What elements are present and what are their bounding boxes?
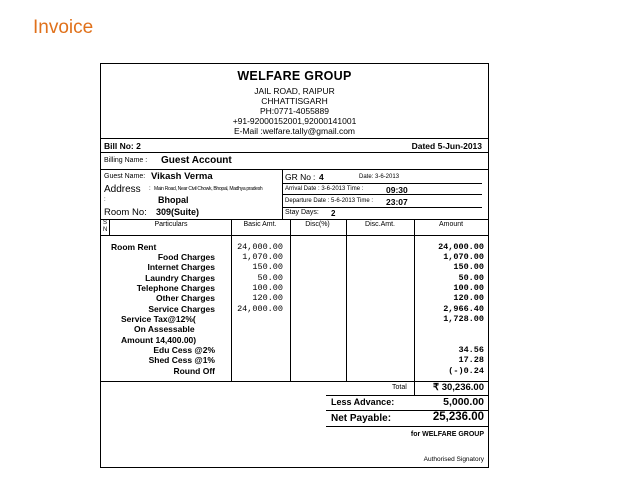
total-label: Total [392, 384, 407, 391]
divider [101, 169, 488, 170]
disc-pct-header: Disc(%) [305, 221, 330, 228]
mobile-line: +91-92000152001,92000141001 [232, 116, 357, 126]
departure-date: Departure Date : 5-6-2013 Time : [285, 198, 374, 204]
particulars-header: Particulars [154, 221, 188, 228]
column-divider [290, 219, 291, 381]
basic-amount: 50.00 [257, 273, 283, 283]
particular-item: Telephone Charges [136, 283, 215, 293]
address-line-2: CHHATTISGARH [261, 96, 328, 106]
address-city: Bhopal [158, 195, 189, 205]
basic-amount: 1,070.00 [242, 252, 283, 262]
net-payable-label: Net Payable: [331, 413, 392, 424]
line-amount: 120.00 [453, 293, 484, 303]
line-amount: 100.00 [453, 283, 484, 293]
basic-amount: 120.00 [252, 293, 283, 303]
line-amount: 17.28 [458, 355, 484, 365]
line-amount: 2,966.40 [443, 304, 484, 314]
arrival-date: Arrival Date : 3-6-2013 Time : [285, 186, 364, 192]
for-company: for WELFARE GROUP [410, 431, 484, 438]
basic-amount: 24,000.00 [237, 304, 283, 314]
column-divider [346, 219, 347, 381]
stay-days-value: 2 [331, 209, 336, 218]
basic-amt-header: Basic Amt. [243, 221, 277, 228]
disc-amt-header: Disc.Amt. [365, 221, 395, 228]
gr-date: Date: 3-6-2013 [359, 174, 400, 180]
address-label: Address [104, 184, 141, 195]
less-advance-label: Less Advance: [331, 397, 395, 407]
billing-name-label: Billing Name : [104, 157, 148, 164]
divider [326, 426, 488, 427]
stay-days-label: Stay Days: [285, 209, 319, 216]
divider [101, 235, 488, 236]
guest-name-label: Guest Name: [104, 173, 146, 180]
particular-item: Room Rent [111, 242, 157, 252]
less-advance-value: 5,000.00 [443, 396, 484, 408]
address-line-1: JAIL ROAD, RAIPUR [254, 86, 335, 96]
departure-time: 23:07 [386, 197, 408, 207]
divider [282, 207, 482, 208]
slide-title: Invoice [33, 17, 94, 38]
authorised-signatory: Authorised Signatory [423, 456, 484, 463]
column-divider [414, 219, 415, 396]
arrival-time: 09:30 [386, 185, 408, 195]
particular-item: Laundry Charges [145, 273, 215, 283]
particular-item: Amount 14,400.00) [121, 335, 197, 345]
room-label: Room No: [104, 207, 147, 218]
invoice-document [100, 63, 489, 468]
room-value: 309(Suite) [156, 207, 200, 217]
divider [282, 183, 482, 184]
bill-date: Dated 5-Jun-2013 [411, 141, 482, 151]
phone-line: PH:0771-4055889 [259, 106, 329, 116]
particular-item: On Assessable [134, 324, 195, 334]
divider [101, 152, 488, 153]
particular-item: Food Charges [157, 252, 215, 262]
amount-header: Amount [438, 221, 464, 228]
column-divider [109, 219, 110, 235]
line-amount: (-)0.24 [448, 366, 484, 376]
divider [282, 194, 482, 195]
line-amount: 34.56 [458, 345, 484, 355]
gr-colon: : [313, 172, 316, 182]
line-amount: 1,728.00 [443, 314, 484, 324]
particular-item: Round Off [173, 366, 215, 376]
gr-value: 4 [319, 172, 324, 182]
basic-amount: 100.00 [252, 283, 283, 293]
particular-item: Service Charges [148, 304, 215, 314]
divider [101, 138, 488, 139]
gr-label: GR No [285, 172, 311, 182]
particular-item: Service Tax@12%( [121, 314, 196, 324]
guest-name-value: Vikash Verma [151, 171, 213, 182]
company-name: WELFARE GROUP [237, 69, 352, 83]
line-amount: 50.00 [458, 273, 484, 283]
address-colon: : [104, 197, 106, 203]
address-line1: Main Road, Near Civil Chowk, Bhopal, Madhya pradesh [154, 186, 263, 192]
sn-header: S N [103, 220, 108, 233]
line-amount: 150.00 [453, 262, 484, 272]
basic-amount: 150.00 [252, 262, 283, 272]
particular-item: Edu Cess @2% [153, 345, 215, 355]
line-amount: 24,000.00 [438, 242, 484, 252]
bill-number: Bill No: 2 [104, 141, 141, 151]
billing-name-value: Guest Account [161, 155, 232, 166]
net-payable-value: 25,236.00 [432, 411, 484, 423]
particular-item: Other Charges [155, 293, 215, 303]
particular-item: Shed Cess @1% [148, 355, 215, 365]
email-line: E-Mail :welfare.tally@gmail.com [233, 126, 356, 136]
divider [101, 219, 488, 220]
total-value: ₹ 30,236.00 [433, 382, 484, 393]
address-colon: : [149, 186, 151, 192]
line-amount: 1,070.00 [443, 252, 484, 262]
particular-item: Internet Charges [147, 262, 215, 272]
basic-amount: 24,000.00 [237, 242, 283, 252]
